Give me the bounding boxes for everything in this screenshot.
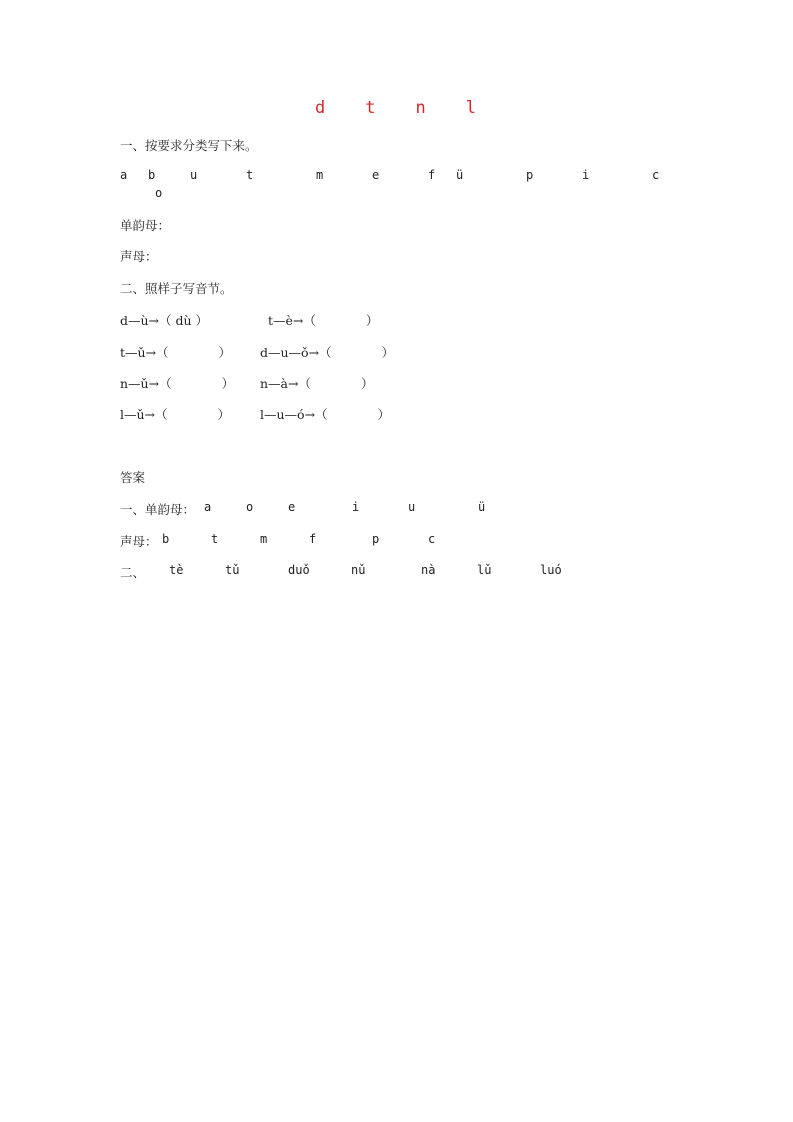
answer-item: a [204, 500, 212, 514]
title-letter-l: l [465, 98, 478, 118]
answer-line1-label: 一、单韵母： [120, 502, 196, 517]
letter-item: c [652, 168, 660, 182]
letter-item: ü [456, 168, 464, 182]
answer-item: c [428, 532, 436, 546]
answer-item: f [309, 532, 317, 546]
page-title [0, 98, 793, 118]
answer-item: m [260, 532, 268, 546]
answer-item: t [211, 532, 219, 546]
letter-item: e [372, 168, 380, 182]
answer-item: b [162, 532, 170, 546]
answer-item: tǔ [225, 563, 240, 577]
answer-item: luó [540, 563, 562, 577]
exercise-right-2: d—u—ǒ→（ ） [260, 345, 395, 360]
answer-line2-label: 声母： [120, 534, 158, 549]
answer-item: u [408, 500, 416, 514]
answer-item: i [352, 500, 360, 514]
answer-item: e [288, 500, 296, 514]
exercise-left-2: t—ǔ→（ ） [120, 345, 232, 360]
letter-item: m [316, 168, 324, 182]
letter-item: t [246, 168, 254, 182]
exercise-right-4: l—u—ó→（ ） [260, 407, 391, 422]
exercise-right-1: t—è→（ ） [268, 313, 379, 328]
exercise-left-3: n—ǔ→（ ） [120, 376, 235, 391]
answer-item: lǔ [477, 563, 492, 577]
letter-item: o [155, 186, 163, 200]
exercise-left-4: l—ǔ→（ ） [120, 407, 231, 422]
answer-item: tè [169, 563, 184, 577]
title-letter-d: d [315, 98, 328, 118]
title-letter-n: n [415, 98, 428, 118]
exercise-left-1: d—ù→（ dù ） [120, 313, 209, 328]
letter-item: u [190, 168, 198, 182]
answer-item: nà [421, 563, 436, 577]
letter-item: a [120, 168, 128, 182]
danyunmu-label: 单韵母： [120, 218, 171, 233]
exercise-right-3: n—à→（ ） [260, 376, 374, 391]
section1-heading: 一、按要求分类写下来。 [120, 138, 258, 153]
answer-item: o [246, 500, 254, 514]
shengmu-label: 声母： [120, 249, 158, 264]
answer-item: duǒ [288, 563, 310, 577]
answer-item: p [372, 532, 380, 546]
letter-item: p [526, 168, 534, 182]
answer-item: nǔ [351, 563, 366, 577]
title-letter-t: t [365, 98, 378, 118]
letter-item: i [582, 168, 590, 182]
answer-line3-label: 二、 [120, 565, 146, 580]
answer-item: ü [478, 500, 486, 514]
answers-heading: 答案 [120, 470, 146, 485]
letter-item: b [148, 168, 156, 182]
letter-item: f [428, 168, 436, 182]
section2-heading: 二、照样子写音节。 [120, 281, 233, 296]
